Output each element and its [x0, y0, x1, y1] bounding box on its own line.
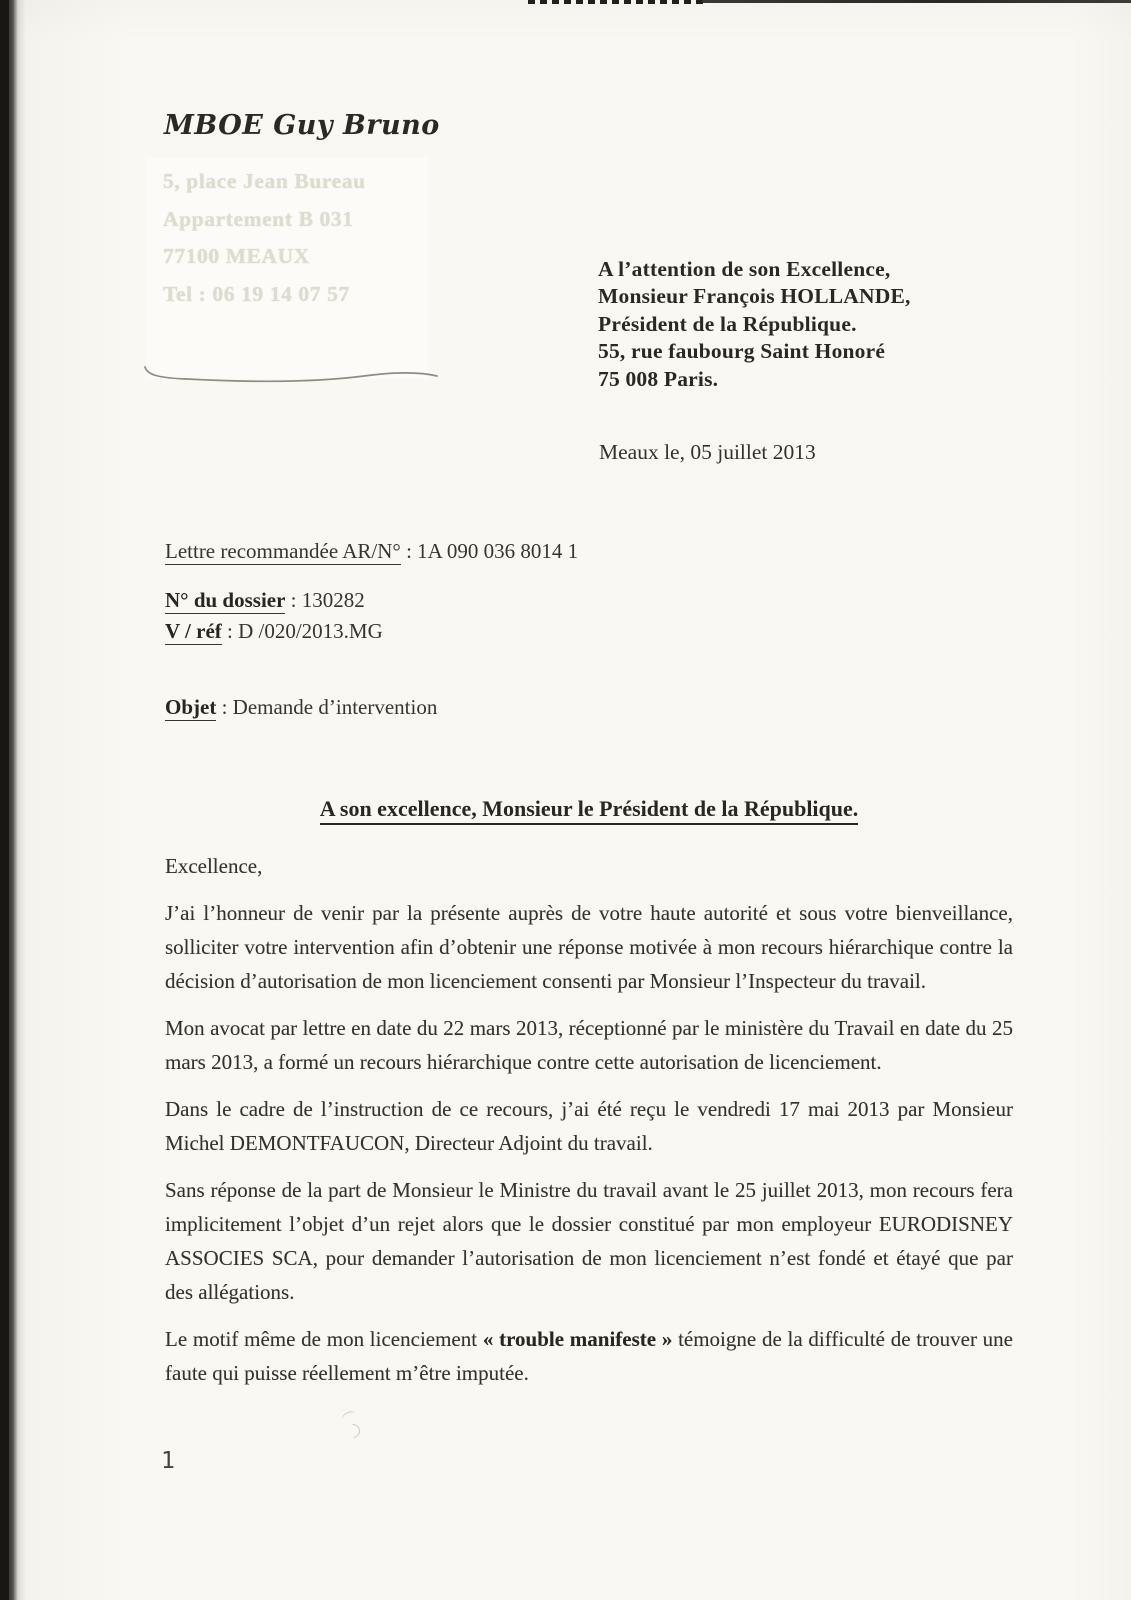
- subject-label: Objet: [165, 695, 217, 719]
- body-paragraph: Sans réponse de la part de Monsieur le Ministre du travail avant le 25 juillet 2013, mon recours fera implicitement l’objet d’un rejet alors que le dossier constitué par mon employeur EURODISNEY ASSOCIES SCA, pour demander l’autorisation de mon licenciement n’est fondé et étayé que par des allégations.: [165, 1178, 1013, 1304]
- redacted-address-line: 77100 MEAUX: [163, 244, 310, 268]
- closing-text-after: témoigne de la difficulté de trouver une faute qui puisse réellement m’être imputée.: [165, 1327, 1014, 1385]
- recipient-line: 75 008 Paris.: [598, 366, 719, 391]
- salutation: Excellence,: [165, 854, 263, 878]
- body-paragraph: Dans le cadre de l’instruction de ce recours, j’ai été reçu le vendredi 17 mai 2013 par Monsieur Michel DEMONTFAUCON, Directeur Adjoint du travail.: [165, 1097, 1013, 1155]
- recipient-line: Président de la République.: [598, 311, 857, 336]
- scan-top-line-mark: [702, 0, 1131, 3]
- redacted-address-line: Appartement B 031: [163, 206, 354, 231]
- registered-mail-reference: [165, 539, 578, 564]
- redacted-address-line: 5, place Jean Bureau: [163, 169, 366, 193]
- body-paragraph: J’ai l’honneur de venir par la présente auprès de votre haute autorité et sous votre bienveillance, solliciter votre intervention afin d’obtenir une réponse motivée à mon recours hiérarchique contre la décision d’autorisation de mon licenciement consenti par Monsieur l’Inspecteur du travail.: [165, 901, 1013, 993]
- recipient-line: Monsieur François HOLLANDE,: [598, 284, 911, 309]
- recipient-address: [598, 256, 911, 393]
- subject-value: : Demande d’intervention: [216, 695, 438, 719]
- recipient-line: A l’attention de son Excellence,: [598, 257, 891, 281]
- closing-text-quoted-motive: « trouble manifeste »: [482, 1327, 673, 1351]
- letter-title: [165, 796, 1013, 822]
- closing-text-before: Le motif même de mon licenciement: [165, 1327, 483, 1351]
- scan-top-dashed-mark: [528, 0, 706, 4]
- your-ref-reference: [165, 619, 383, 644]
- letter-title-text: A son excellence, Monsieur le Président de la République.: [320, 796, 859, 825]
- redacted-address-text: [163, 163, 366, 313]
- sender-name: MBOE Guy Bruno: [164, 110, 440, 141]
- pencil-smudge-artifact: [336, 1408, 370, 1444]
- scan-left-edge-artifact: [0, 0, 26, 1600]
- registered-mail-label: Lettre recommandée AR/N°: [165, 539, 401, 563]
- letter-body: [165, 849, 1013, 1403]
- file-number-value: : 130282: [285, 588, 365, 612]
- page-number: 1: [161, 1448, 175, 1474]
- your-ref-label: V / réf: [165, 619, 222, 643]
- your-ref-value: : D /020/2013.MG: [221, 619, 383, 643]
- whiteout-edge-line: [142, 363, 440, 389]
- redacted-address-line: Tel : 06 19 14 07 57: [163, 281, 350, 306]
- date-line: Meaux le, 05 juillet 2013: [599, 440, 816, 464]
- body-paragraph: Mon avocat par lettre en date du 22 mars 2013, réceptionné par le ministère du Travail en date du 25 mars 2013, a formé un recours hiérarchique contre cette autorisation de licenciement.: [165, 1016, 1013, 1074]
- subject-line: [165, 695, 437, 720]
- recipient-line: 55, rue faubourg Saint Honoré: [598, 339, 886, 364]
- registered-mail-number: : 1A 090 036 8014 1: [400, 539, 579, 563]
- file-number-reference: [165, 588, 365, 613]
- redacted-address-patch: [146, 157, 428, 379]
- file-number-label: N° du dossier: [165, 588, 286, 612]
- body-paragraph-closing: [165, 1322, 1013, 1390]
